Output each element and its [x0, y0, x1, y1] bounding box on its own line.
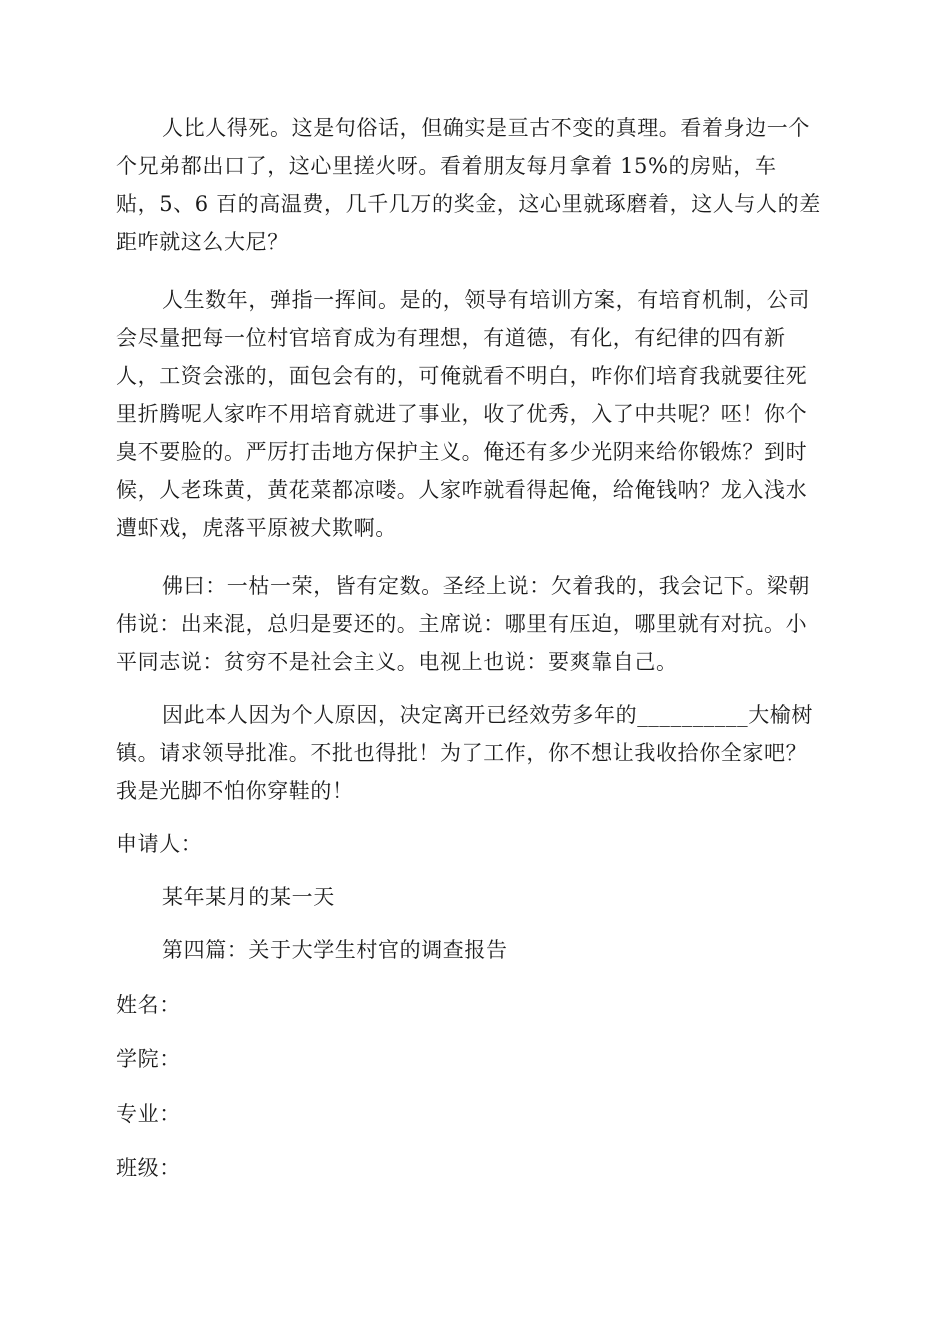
paragraph-2-line-4: 里折腾呢人家咋不用培育就进了事业，收了优秀，入了中共呢？呸！你个 [116, 402, 808, 426]
paragraph-4-line-1: 因此本人因为个人原因，决定离开已经效劳多年的__________大榆树 [162, 703, 813, 727]
date-line: 某年某月的某一天 [162, 885, 335, 909]
major-field-label: 专业： [116, 1102, 181, 1126]
paragraph-2-line-1: 人生数年，弹指一挥间。是的，领导有培训方案，有培育机制，公司 [162, 288, 810, 312]
paragraph-1-line-4: 距咋就这么大尼？ [116, 230, 289, 254]
paragraph-1-line-1: 人比人得死。这是句俗话，但确实是亘古不变的真理。看着身边一个 [162, 116, 810, 140]
paragraph-3-line-2: 伟说：出来混，总归是要还的。主席说：哪里有压迫，哪里就有对抗。小 [116, 612, 808, 636]
paragraph-2-line-5: 臭不要脸的。严厉打击地方保护主义。俺还有多少光阴来给你锻炼？到时 [116, 440, 808, 464]
section-title: 第四篇：关于大学生村官的调查报告 [162, 938, 508, 962]
paragraph-2-line-3: 人，工资会涨的，面包会有的，可俺就看不明白，咋你们培育我就要往死 [116, 364, 808, 388]
paragraph-1-line-2: 个兄弟都出口了，这心里搓火呀。看着朋友每月拿着 15%的房贴，车 [116, 154, 777, 178]
applicant-label: 申请人： [116, 832, 203, 856]
paragraph-1-line-3: 贴，5、6 百的高温费，几千几万的奖金，这心里就琢磨着，这人与人的差 [116, 192, 821, 216]
paragraph-4-line-2: 镇。请求领导批准。不批也得批！为了工作，你不想让我收拾你全家吧？ [116, 741, 808, 765]
class-field-label: 班级： [116, 1156, 181, 1180]
name-field-label: 姓名： [116, 993, 181, 1017]
paragraph-2-line-2: 会尽量把每一位村官培育成为有理想，有道德，有化，有纪律的四有新 [116, 326, 786, 350]
college-field-label: 学院： [116, 1047, 181, 1071]
paragraph-2-line-7: 遭虾戏，虎落平原被犬欺啊。 [116, 516, 397, 540]
paragraph-3-line-1: 佛曰：一枯一荣，皆有定数。圣经上说：欠着我的，我会记下。梁朝 [162, 574, 810, 598]
paragraph-3-line-3: 平同志说：贫穷不是社会主义。电视上也说：要爽靠自己。 [116, 650, 678, 674]
paragraph-2-line-6: 候，人老珠黄，黄花菜都凉喽。人家咋就看得起俺，给俺钱呐？龙入浅水 [116, 478, 808, 502]
paragraph-4-line-3: 我是光脚不怕你穿鞋的！ [116, 779, 354, 803]
